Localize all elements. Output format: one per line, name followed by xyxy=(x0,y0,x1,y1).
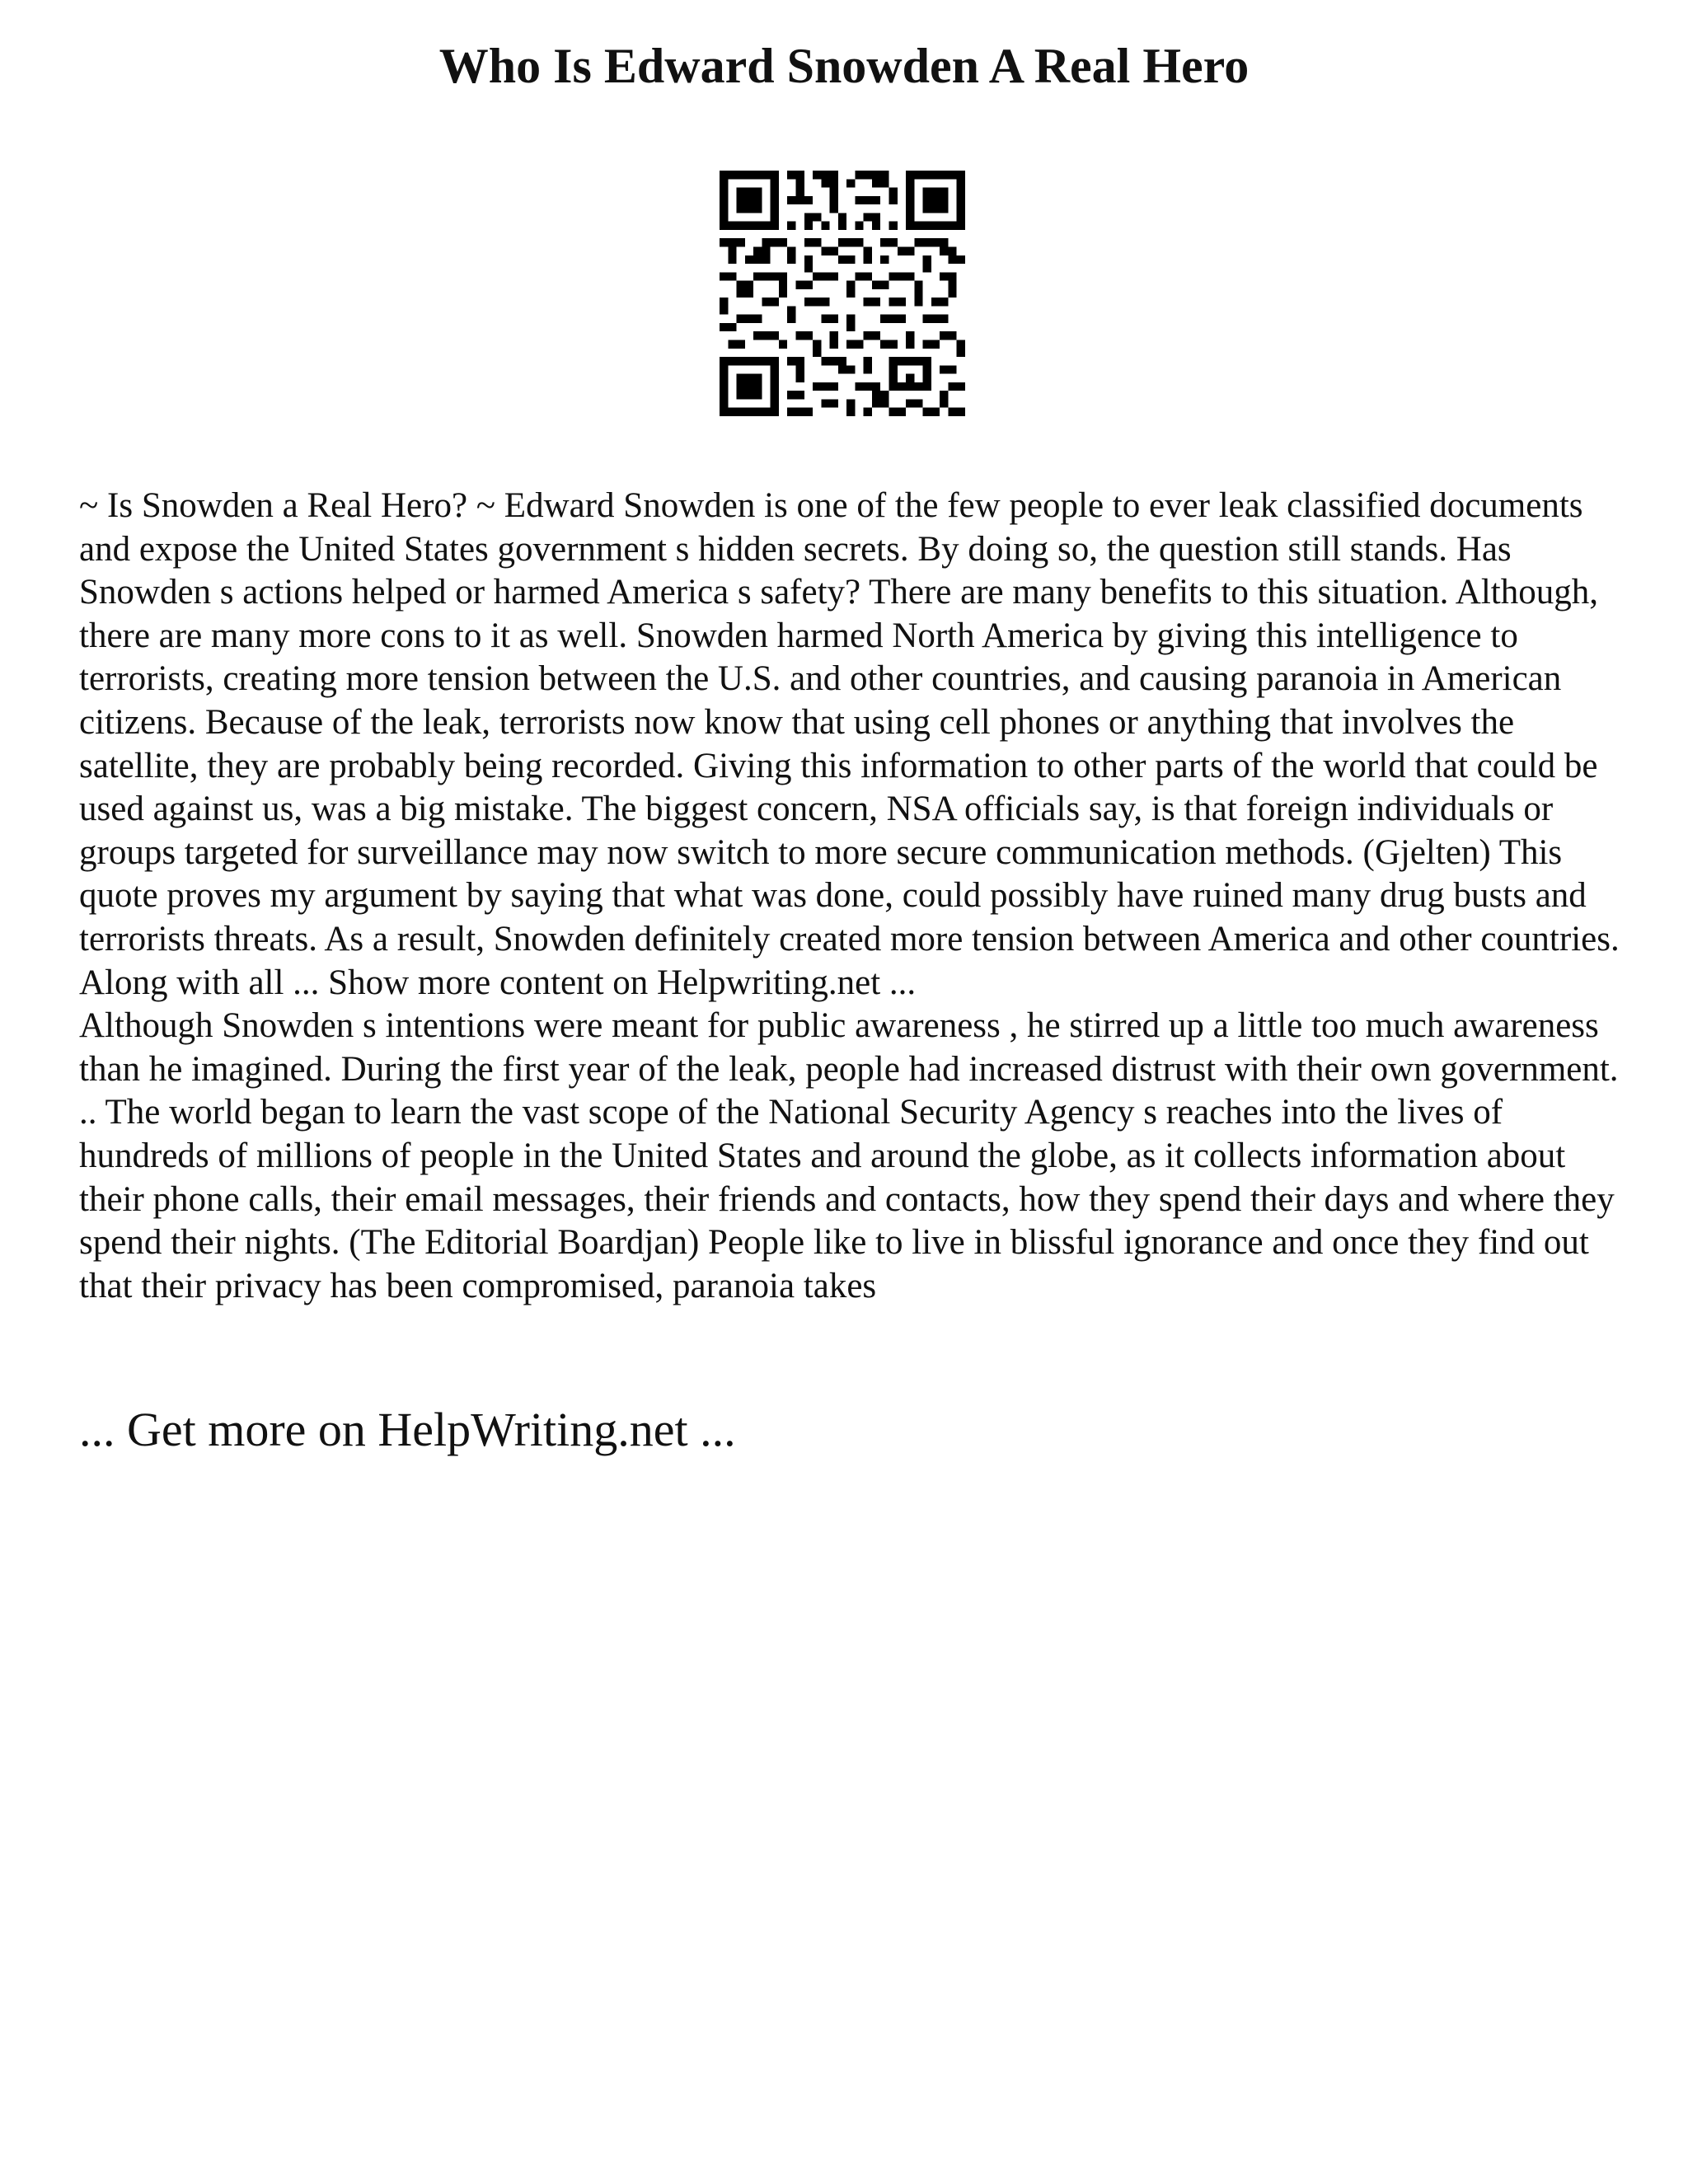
article-paragraph: Although Snowden s intentions were meant for public awareness , he stirred up a little too much awareness than he imagined. During the first year of the leak, people had increased distrust with their own government. .. The world began to learn the vast scope of the National Security Agency s reaches into the lives of hundreds of millions of people in the United States and around the globe, as it collects information about their phone calls, their email messages, their friends and contacts, how they spend their days and where they spend their nights. (The Editorial Boardjan) People like to live in blissful ignorance and once they find out that their privacy has been compromised, paranoia takes xyxy=(79,1006,1619,1305)
qr-code-icon xyxy=(720,171,965,416)
article-paragraph: ~ Is Snowden a Real Hero? ~ Edward Snowden is one of the few people to ever leak classified documents and expose the United States government s hidden secrets. By doing so, the question still stands. Has Snowden s actions helped or harmed America s safety? There are many benefits to this situation. Although, there are many more cons to it as well. Snowden harmed North America by giving this intelligence to terrorists, creating more tension between the U.S. and other countries, and causing paranoia in American citizens. Because of the leak, terrorists now know that using cell phones or anything that involves the satellite, they are probably being recorded. Giving this information to other parts of the world that could be used against us, was a big mistake. The biggest concern, NSA officials say, is that foreign individuals or groups targeted for surveillance may now switch to more secure communication methods. (Gjelten) This quote proves my argument by saying that what was done, could possibly have ruined many drug busts and terrorists threats. As a result, Snowden definitely created more tension between America and other countries. Along with all ... Show more content on Helpwriting.net ... xyxy=(79,486,1620,1002)
get-more-link[interactable]: ... Get more on HelpWriting.net ... xyxy=(79,1403,736,1456)
article-body xyxy=(79,485,1620,1308)
page-title: Who Is Edward Snowden A Real Hero xyxy=(438,39,1250,93)
